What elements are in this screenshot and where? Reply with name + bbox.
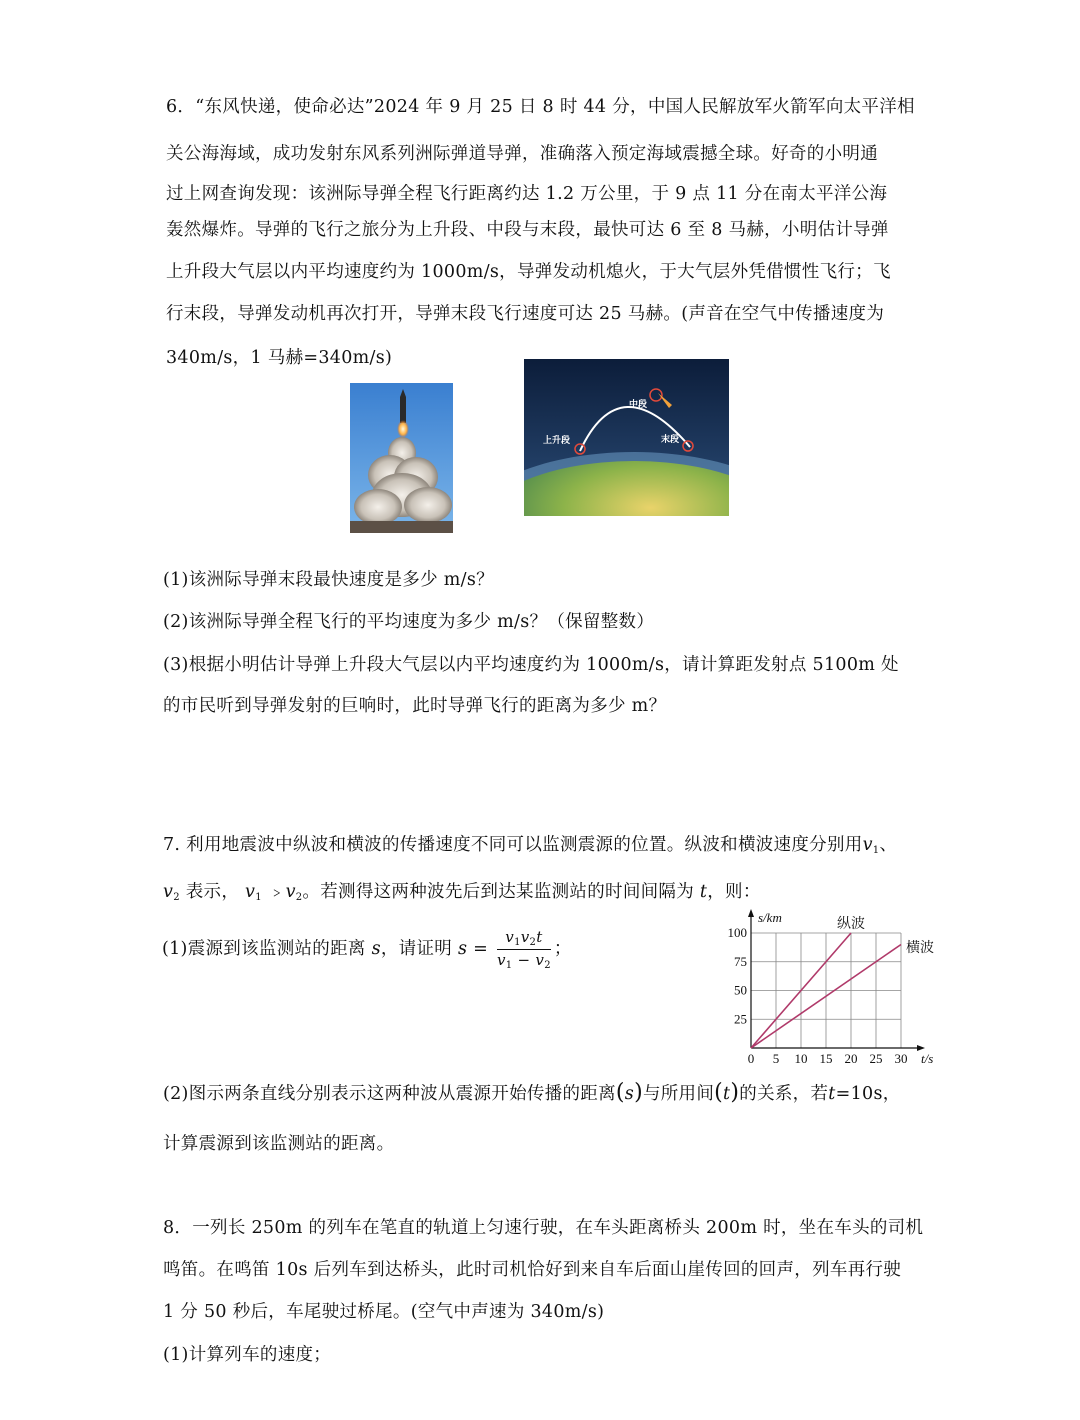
q7-line-2: $v_2$ 表示， $v_1$ $﹥v_2$。若测得这两种波先后到达某监测站的时间间隔为 t，则： (163, 882, 761, 903)
x-tick-label: 10 (794, 1051, 808, 1065)
missile-trajectory-diagram (524, 359, 729, 516)
q7-sub-2: (2)图示两条直线分别表示这两种波从震源开始传播的距离(s)与所用间(t)的关系，若t=10s， (163, 1080, 901, 1105)
q6-line-5: 上升段大气层以内平均速度约为 1000m/s，导弹发动机熄火，于大气层外凭借惯性飞行；飞 (166, 262, 891, 282)
x-tick-label: 5 (772, 1051, 780, 1065)
x-tick-label: 0 (747, 1051, 755, 1065)
y-tick-label: 25 (734, 1011, 747, 1027)
q6-line-6: 行末段，导弹发动机再次打开，导弹末段飞行速度可达 25 马赫。(声音在空气中传播速度为 (166, 304, 885, 324)
x-tick-label: 20 (844, 1051, 858, 1065)
q6-sub-3a: (3)根据小明估计导弹上升段大气层以内平均速度约为 1000m/s，请计算距发射点 5100m 处 (163, 655, 899, 675)
x-tick-label: 30 (894, 1051, 908, 1065)
series-label-longitudinal: 纵波 (837, 916, 865, 932)
velocity-distance-formula: $\frac{v_1v_2t}{v_1 - v_2}$ (496, 928, 551, 971)
q8-sub-1: (1)计算列车的速度； (163, 1345, 332, 1365)
x-axis-label: t/s (921, 1051, 934, 1065)
q7-sub-1: (1)震源到该监测站的距离 s，请证明 s = $\frac{v_1v_2t}{v_1 - v_2}$ ； (162, 928, 572, 971)
q6-line-2: 关公海海域，成功发射东风系列洲际弹道导弹，准确落入预定海域震撼全球。好奇的小明通 (166, 144, 878, 164)
y-axis-arrow (748, 909, 754, 917)
q6-sub-3b: 的市民听到导弹发射的巨响时，此时导弹飞行的距离为多少 m？ (163, 696, 667, 716)
q6-sub-2: (2)该洲际导弹全程飞行的平均速度为多少 m/s？（保留整数） (163, 612, 655, 632)
q7-line-1: 7. 利用地震波中纵波和横波的传播速度不同可以监测震源的位置。纵波和横波速度分别用$v_1$、 (163, 835, 898, 856)
y-axis-label: s/km (758, 910, 782, 925)
q6-line-4: 轰然爆炸。导弹的飞行之旅分为上升段、中段与末段，最快可达 6 至 8 马赫，小明估计导弹 (166, 220, 889, 240)
label-ascent: 上升段 (543, 435, 571, 445)
q6-line-1: 6．“东风快递，使命必达”2024 年 9 月 25 日 8 时 44 分，中国人民解放军火箭军向太平洋相 (166, 97, 915, 117)
y-tick-label: 75 (734, 953, 747, 969)
q7-sub-2-line-2: 计算震源到该监测站的距离。 (163, 1134, 395, 1154)
q6-line-3: 过上网查询发现：该洲际导弹全程飞行距离约达 1.2 万公里，于 9 点 11 分在南太平洋公海 (166, 184, 888, 204)
x-tick-label: 25 (869, 1051, 883, 1065)
y-tick-label: 100 (727, 925, 747, 940)
label-mid: 中段 (629, 399, 648, 409)
label-terminal: 末段 (661, 434, 680, 444)
q8-line-2: 鸣笛。在鸣笛 10s 后列车到达桥头，此时司机恰好到来自车后面山崖传回的回声，列车再行驶 (163, 1260, 902, 1280)
q8-line-1: 8．一列长 250m 的列车在笔直的轨道上匀速行驶，在车头距离桥头 200m 时，坐在车头的司机 (163, 1218, 924, 1238)
series-label-transverse: 横波 (906, 940, 934, 956)
x-tick-label: 15 (819, 1051, 833, 1065)
q8-line-3: 1 分 50 秒后，车尾驶过桥尾。(空气中声速为 340m/s) (163, 1302, 605, 1322)
y-tick-label: 50 (734, 982, 747, 998)
rocket-launch-photo (350, 383, 453, 533)
q6-sub-1: (1)该洲际导弹末段最快速度是多少 m/s？ (163, 570, 494, 590)
wave-distance-time-chart (715, 905, 945, 1065)
q6-line-7: 340m/s，1 马赫=340m/s) (166, 348, 393, 368)
